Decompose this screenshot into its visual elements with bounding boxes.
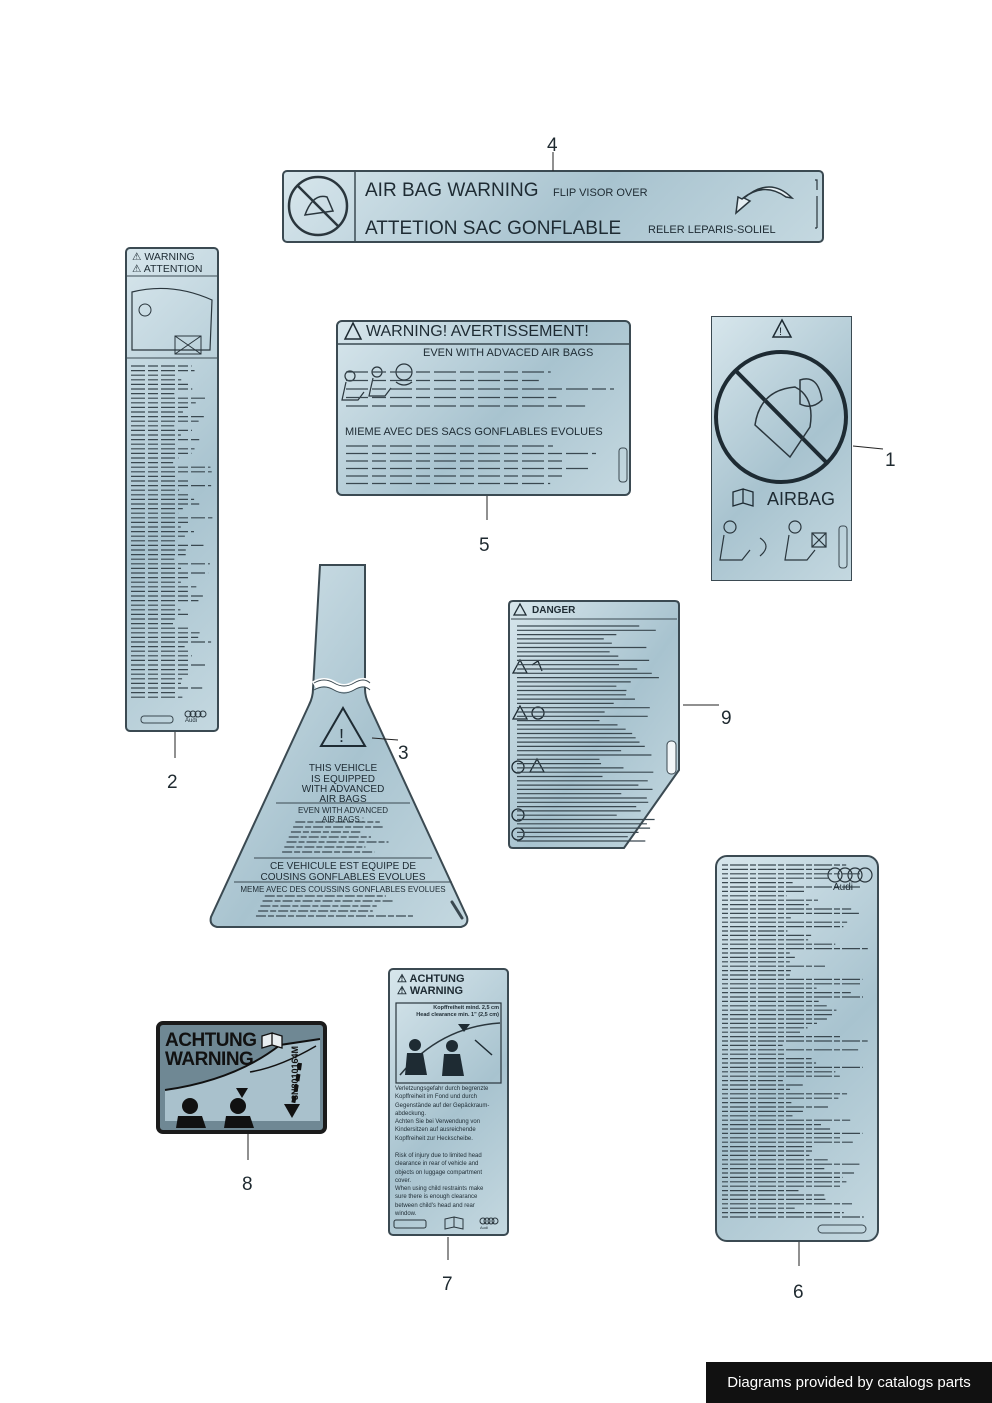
label-8-h2: WARNING xyxy=(165,1049,254,1070)
label-4-line2-small: RELER LEPARIS-SOLIEL xyxy=(648,224,776,236)
label-5-sub1: EVEN WITH ADVACED AIR BAGS xyxy=(423,347,594,359)
label-7-head1: Kopffreiheit mind. 2,5 cm xyxy=(433,1005,499,1011)
callout-8: 8 xyxy=(242,1174,253,1195)
label-3-l3: WITH ADVANCED xyxy=(301,784,385,795)
label-4-line1-small: FLIP VISOR OVER xyxy=(553,187,648,199)
label-7-english-text: Risk of injury due to limited head clearance in rear of vehicle and objects on luggage compartment cover. When using child restraints make sure there is enough clearance between child's head and rear window. xyxy=(395,1153,484,1218)
label-3-l2: IS EQUIPPED xyxy=(311,774,375,785)
callout-1: 1 xyxy=(885,450,896,471)
label-8-h1: ACHTUNG xyxy=(165,1030,257,1051)
callout-7: 7 xyxy=(442,1274,453,1295)
label-3-l1: THIS VEHICLE xyxy=(308,763,378,774)
label-9-title: DANGER xyxy=(532,605,576,616)
callout-2: 2 xyxy=(167,772,178,793)
label-3-l4: AIR BAGS xyxy=(319,794,367,805)
svg-text:!: ! xyxy=(339,726,345,746)
label-3-l8: COUSINS GONFLABLES EVOLUES xyxy=(260,872,426,883)
label-4-line2: ATTETION SAC GONFLABLE xyxy=(365,218,622,239)
svg-text:!: ! xyxy=(779,326,783,338)
label-2-attention: ⚠ ATTENTION xyxy=(132,263,203,275)
label-7-h1: ⚠ ACHTUNG xyxy=(397,973,465,985)
label-2-warning: ⚠ WARNING xyxy=(132,251,195,263)
callout-4: 4 xyxy=(547,135,558,156)
label-5-sub2: MIEME AVEC DES SACS GONFLABLES EVOLUES xyxy=(345,426,603,438)
callout-5: 5 xyxy=(479,535,490,556)
callout-6: 6 xyxy=(793,1282,804,1303)
label-3-l5: EVEN WITH ADVANCED xyxy=(297,806,389,815)
label-7-h2: ⚠ WARNING xyxy=(397,985,464,997)
label-7-head2: Head clearance min. 1" (2,5 cm) xyxy=(416,1012,499,1018)
label-4-line1: AIR BAG WARNING xyxy=(365,180,539,201)
label-3-l6: AIR BAGS : xyxy=(321,815,365,824)
label-5-title: WARNING! AVERTISSEMENT! xyxy=(366,323,589,340)
label-2-brand: Audi xyxy=(185,718,198,724)
label-3-l7: CE VEHICULE EST EQUIPE DE xyxy=(270,861,416,872)
callout-3: 3 xyxy=(398,743,409,764)
callout-9: 9 xyxy=(721,708,732,729)
footer-credit: Diagrams provided by catalogs parts xyxy=(706,1362,992,1403)
label-7-german-text: Verletzungsgefahr durch begrenzte Kopffreiheit im Fond und durch Gegenstände auf der Gepäckraum- abdeckung. Achten Sie bei Verwendung von Kindersitzen auf ausreichende Kopffreiheit zur Heckscheibe. xyxy=(395,1086,490,1142)
label-3-l9: MEME AVEC DES COUSSINS GONFLABLES EVOLUES xyxy=(240,885,446,894)
label-6-brand: Audi xyxy=(833,882,854,893)
label-8-code: 8N8010164M xyxy=(290,1045,300,1100)
label-1-airbag-text: AIRBAG xyxy=(767,489,836,509)
label-7-brand: Audi xyxy=(480,1225,489,1230)
